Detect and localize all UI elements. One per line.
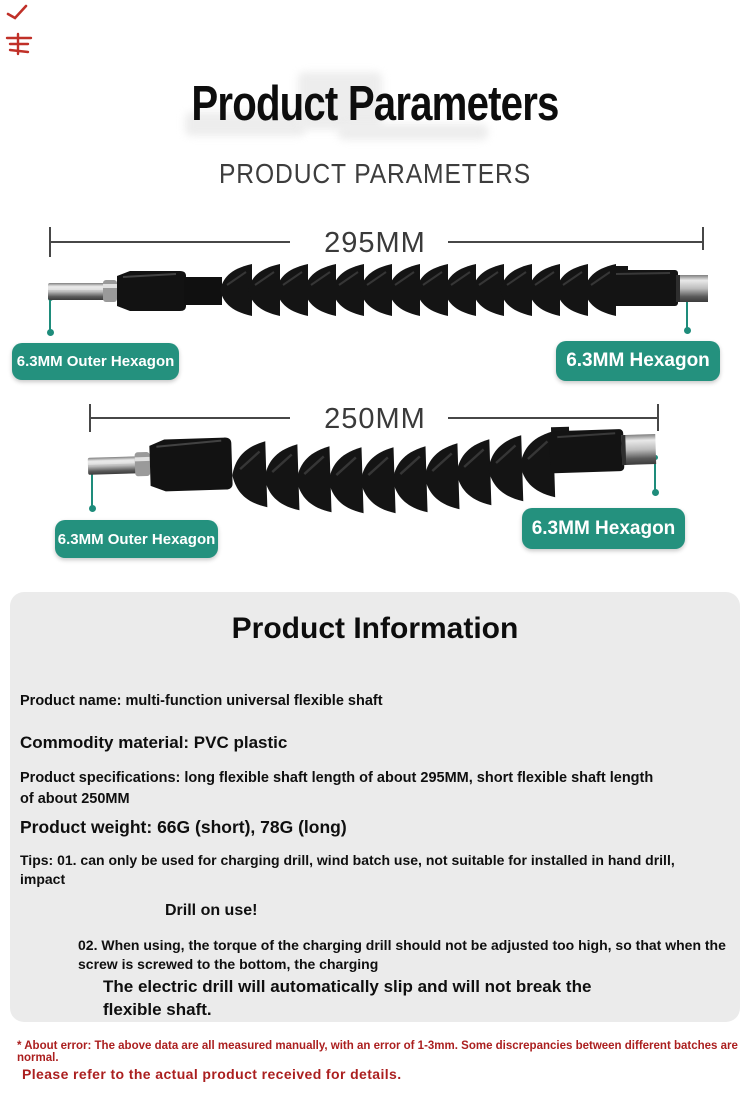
footnote-refer: Please refer to the actual product received for details.	[22, 1066, 402, 1082]
info-weight: Product weight: 66G (short), 78G (long)	[20, 817, 347, 837]
flexible-shaft-photo-long	[40, 258, 710, 328]
info-drill-on-use: Drill on use!	[165, 902, 258, 919]
info-tip-02-emphasis: The electric drill will automatically slip and will not break the flexible shaft.	[103, 977, 592, 1019]
red-stamp-marks	[4, 2, 40, 60]
info-material: Commodity material: PVC plastic	[20, 733, 288, 752]
page-subtitle: PRODUCT PARAMETERS	[218, 158, 532, 189]
info-specifications: Product specifications: long flexible shaft length of about 295MM, short flexible shaft length of about 250MM	[20, 770, 654, 807]
info-tips: Tips: 01. can only be used for charging drill, wind batch use, not suitable for installed in hand drill, impact	[20, 852, 675, 887]
measure-label-long: 295MM	[324, 227, 426, 259]
page-title: Product Parameters	[191, 77, 559, 131]
tag-hexagon-long: 6.3MM Hexagon	[556, 341, 720, 381]
tag-outer-hexagon-short: 6.3MM Outer Hexagon	[55, 520, 218, 558]
info-title: Product Information	[231, 612, 519, 645]
info-product-name: Product name: multi-function universal flexible shaft	[20, 693, 383, 709]
info-tip-02: 02. When using, the torque of the charging drill should not be adjusted too high, so that when the screw is screwed to the bottom, the charging	[78, 937, 726, 972]
footnote-about-error: * About error: The above data are all measured manually, with an error of 1-3mm. Some discrepancies between different batches are normal.	[17, 1040, 738, 1064]
measure-label-short: 250MM	[324, 403, 426, 435]
tag-outer-hexagon-long: 6.3MM Outer Hexagon	[12, 343, 179, 380]
tag-hexagon-short: 6.3MM Hexagon	[522, 508, 685, 549]
